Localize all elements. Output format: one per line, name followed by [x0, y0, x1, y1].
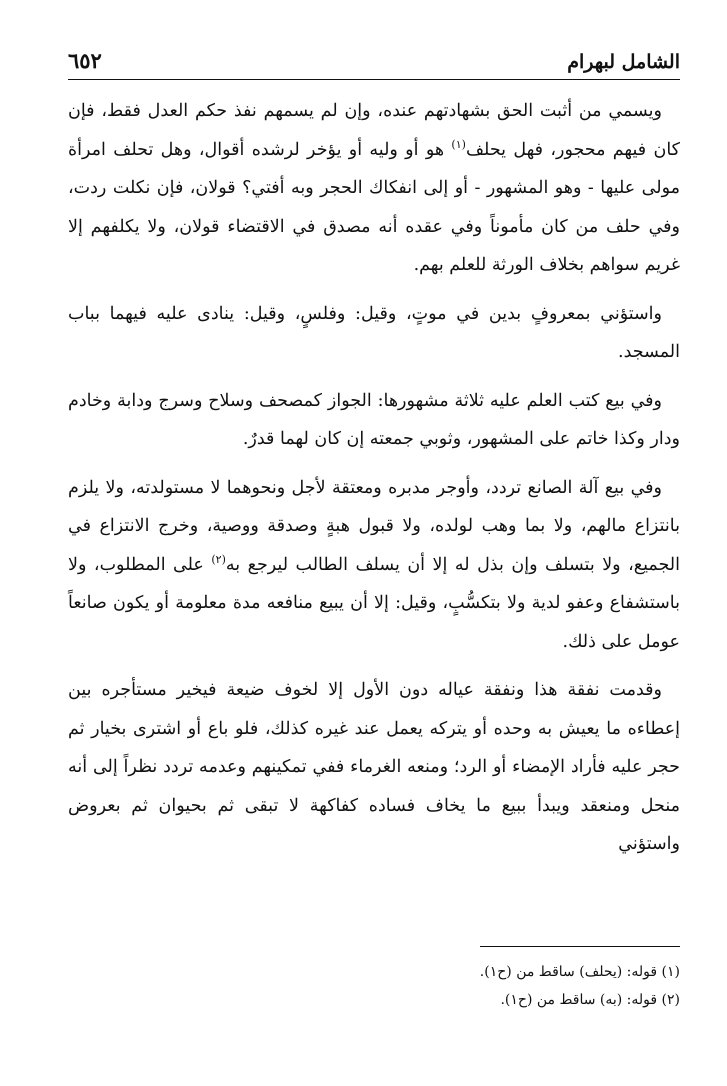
body-text [68, 92, 680, 864]
paragraph-text: واستؤني بمعروفٍ بدين في موتٍ، وقيل: وفلسٍ، وقيل: ينادى عليه فيهما بباب المسجد. [68, 303, 680, 362]
page-number: ٦٥٢ [68, 48, 102, 73]
paragraph-5 [68, 671, 680, 864]
footnote-reference-1: (١) [451, 137, 466, 151]
book-title: الشامل لبهرام [567, 51, 680, 73]
paragraph-text: وفي بيع آلة الصانع تردد، وأوجر مدبره ومعتقة لأجل ونحوهما لا مستولدته، ولا يلزم بانتزاع مالهم، ولا بما وهب لولده، ولا قبول هبةٍ وصدقة ووصية، وخرج الانتزاع في الجميع، ولا بتسلف وإن بذل له إلا أن يسلف الطالب ليرجع به [68, 477, 680, 575]
paragraph-text: هو أو وليه أو يؤخر لرشده أقوال، وهل تحلف امرأة مولى عليها - وهو المشهور - أو إلى انفكاك الحجر وبه أفتي؟ قولان، فإن نكلت ردت، وفي حلف من كان مأموناً وفي عقده أنه مصدق في الاقتضاء قولان، ولا يكلفهم إلا غريم سواهم بخلاف الورثة للعلم بهم. [68, 139, 680, 275]
footnote-2: (٢) قوله: (به) ساقط من (ح١). [500, 992, 680, 1008]
paragraph-text: ويسمي من أثبت الحق بشهادتهم عنده، وإن لم يسمهم نفذ حكم العدل فقط، فإن كان فيهم محجور، فهل يحلف [68, 101, 680, 160]
paragraph-4 [68, 469, 680, 662]
footnote-divider [480, 946, 680, 947]
paragraph-2 [68, 295, 680, 372]
paragraph-1 [68, 92, 680, 285]
footnote-reference-2: (٢) [211, 552, 226, 566]
running-header [68, 48, 680, 80]
document-page [68, 48, 680, 1008]
footnotes [68, 958, 680, 1014]
paragraph-3 [68, 382, 680, 459]
footnote-1: (١) قوله: (يحلف) ساقط من (ح١). [479, 964, 680, 980]
paragraph-text: على المطلوب، ولا باستشفاع وعفو لدية ولا بتكسُّبٍ، وقيل: إلا أن يبيع منافعه مدة معلومة أو يكون صانعاً عومل على ذلك. [68, 554, 680, 652]
paragraph-text: وقدمت نفقة هذا ونفقة عياله دون الأول إلا لخوف ضيعة فيخير مستأجره بين إعطاءه ما يعيش به وحده أو يتركه يعمل عند غيره كذلك، فلو باع أو اشترى بخيار ثم حجر عليه فأراد الإمضاء أو الرد؛ ومنعه الغرماء ففي تمكينهم وعدمه تردد نظراً إلى أنه منحل ومنعقد ويبدأ ببيع ما يخاف فساده كفاكهة لا تبقى ثم بحيوان ثم بعروض واستؤني [68, 680, 680, 854]
paragraph-text: وفي بيع كتب العلم عليه ثلاثة مشهورها: الجواز كمصحف وسلاح وسرج ودابة وخادم ودار وكذا خاتم على المشهور، وثوبي جمعته إن كان لهما قدرٌ. [68, 390, 680, 449]
